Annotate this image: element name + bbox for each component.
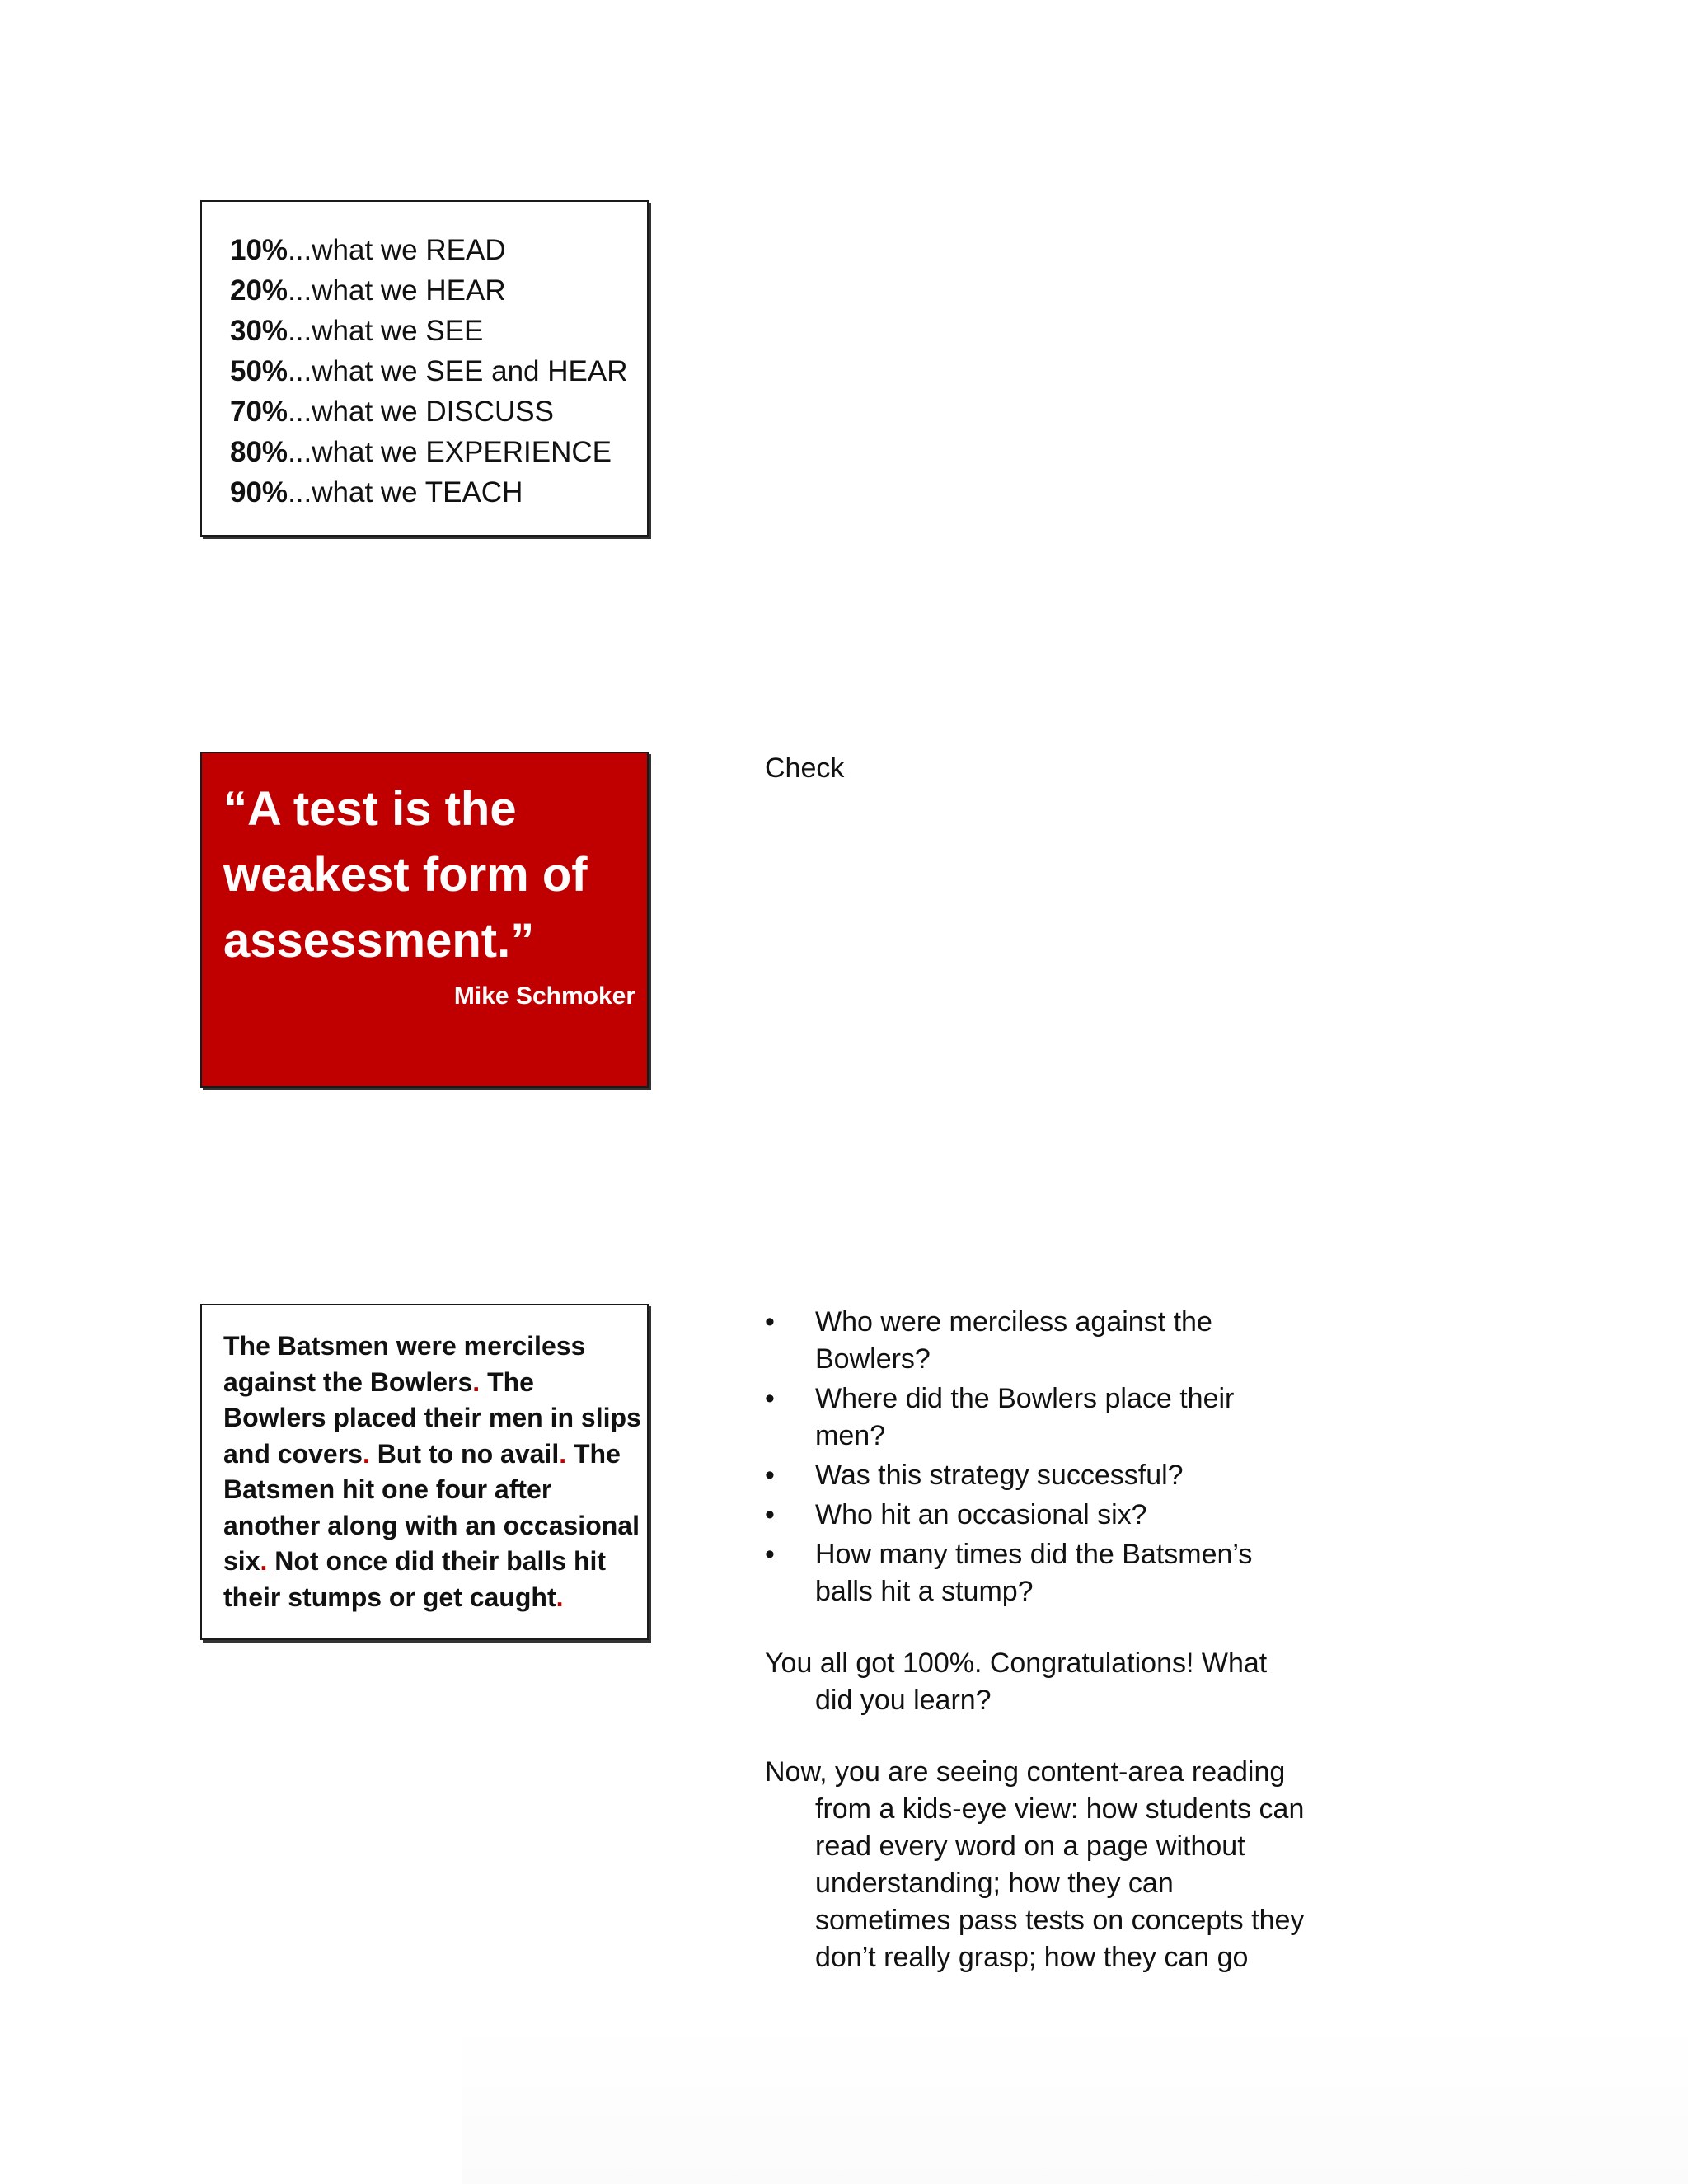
bullet-icon: • [765, 1383, 775, 1414]
slide-notes-questions [765, 1304, 1309, 1976]
retention-line: 20%...what we HEAR [230, 274, 506, 307]
list-item: • Who hit an occasional six? [765, 1497, 1309, 1534]
quote-author: Mike Schmoker [453, 982, 635, 1010]
retention-line: 10%...what we READ [230, 234, 506, 266]
retention-line: 80%...what we EXPERIENCE [230, 436, 612, 468]
slide-note-check: Check [765, 752, 845, 784]
bullet-icon: • [765, 1306, 775, 1338]
retention-line: 30%...what we SEE [230, 315, 484, 347]
list-item: • Who were merciless against the Bowlers? [765, 1304, 1309, 1378]
retention-line: 50%...what we SEE and HEAR [230, 355, 628, 387]
bullet-icon: • [765, 1499, 775, 1530]
note-paragraph: Now, you are seeing content-area reading from a kids-eye view: how students can read every word on a page without understanding; how they can sometimes pass tests on concepts they don’t really grasp; how they can go [765, 1756, 1305, 1973]
retention-line: 70%...what we DISCUSS [230, 396, 554, 428]
slide-quote [200, 752, 649, 1088]
quote-text: “A test is the weakest form of assessment.” [223, 782, 588, 968]
list-item: • Where did the Bowlers place their men? [765, 1380, 1309, 1455]
list-item: • How many times did the Batsmen’s balls hit a stump? [765, 1536, 1309, 1610]
passage-text: The Batsmen were merciless against the Bowlers. The Bowlers placed their men in slips and covers. But to no avail. The Batsmen hit one four after another along with an occasional six. Not once did their balls hit their stumps or get caught. [223, 1331, 641, 1612]
retention-list [230, 230, 627, 513]
bullet-icon: • [765, 1460, 775, 1491]
page-background-shade [462, 2019, 1688, 2184]
slide-retention-percentages [200, 200, 649, 537]
slide-cricket-passage [200, 1304, 649, 1640]
bullet-icon: • [765, 1539, 775, 1570]
note-paragraph: You all got 100%. Congratulations! What did you learn? [765, 1647, 1268, 1716]
question-list [765, 1304, 1309, 1610]
retention-line: 90%...what we TEACH [230, 476, 523, 509]
list-item: • Was this strategy successful? [765, 1457, 1309, 1494]
